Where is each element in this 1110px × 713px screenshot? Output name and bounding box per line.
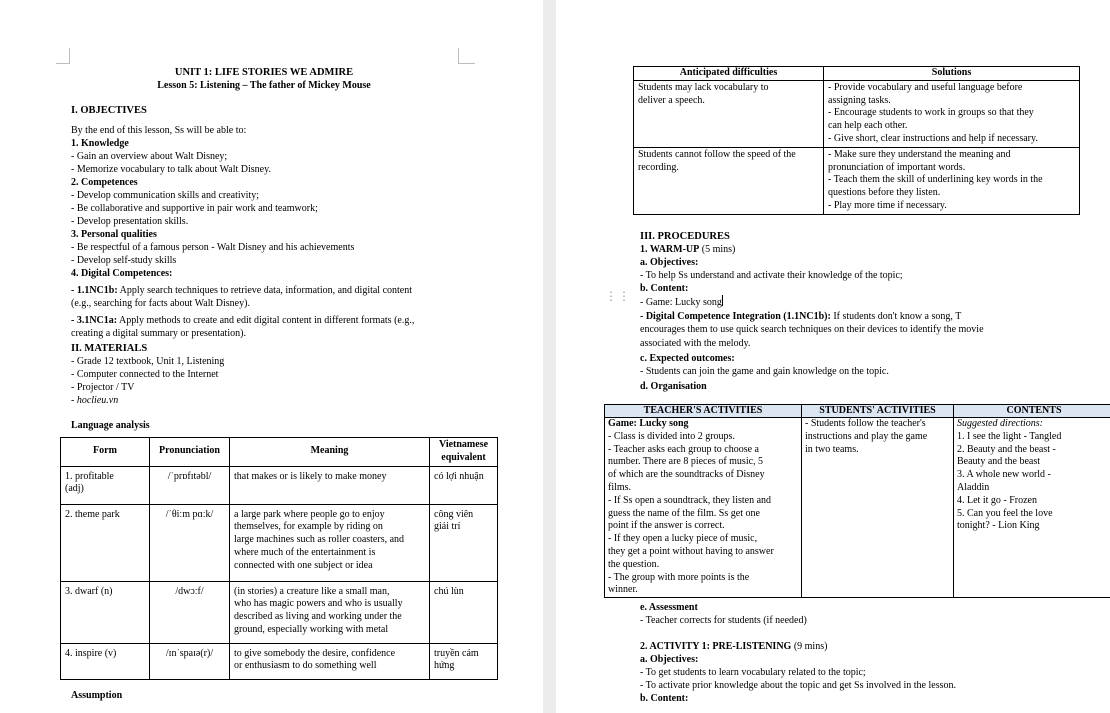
contents-text: 5. Can you feel the love bbox=[957, 507, 1053, 519]
teacher-activity-text: number. There are 8 pieces of music, 5 bbox=[608, 456, 764, 468]
document-page-right bbox=[556, 0, 1110, 713]
vietnamese-text: truyền cảm bbox=[434, 647, 479, 659]
table-header-row bbox=[605, 405, 1110, 418]
contents-text: 4. Let it go - Frozen bbox=[957, 494, 1037, 506]
procedure-table bbox=[604, 404, 1110, 598]
digital-competence-continuation: creating a digital summary or presentation). bbox=[71, 328, 246, 339]
dci-text: If students don't know a song, T bbox=[830, 311, 962, 322]
column-header-vietnamese: Vietnamese equivalent bbox=[430, 438, 498, 467]
competence-text: Apply methods to create and edit digital content in different formats (e.g., bbox=[117, 315, 415, 326]
vietnamese-text: hứng bbox=[434, 660, 455, 672]
solution-text: assigning tasks. bbox=[828, 94, 891, 106]
knowledge-item: - Gain an overview about Walt Disney; bbox=[71, 151, 228, 162]
vietnamese-text: giải trí bbox=[434, 521, 461, 533]
digital-competence-continuation: (e.g., searching for facts about Walt Disney). bbox=[71, 298, 250, 309]
personal-quality-item: - Develop self-study skills bbox=[71, 255, 177, 266]
column-header-contents: CONTENTS bbox=[954, 405, 1110, 418]
solution-text: questions before they listen. bbox=[828, 187, 941, 199]
column-header-solutions: Solutions bbox=[824, 67, 1080, 81]
knowledge-heading: 1. Knowledge bbox=[71, 138, 129, 149]
text-cursor bbox=[722, 295, 723, 306]
column-header-teacher: TEACHER'S ACTIVITIES bbox=[605, 405, 802, 418]
activity1-heading bbox=[640, 640, 827, 653]
digital-competence-item bbox=[71, 314, 414, 327]
meaning-text: a large park where people go to enjoy bbox=[234, 508, 385, 520]
difficulty-text: recording. bbox=[638, 161, 679, 173]
personal-qualities-heading: 3. Personal qualities bbox=[71, 229, 157, 240]
organisation-label: d. Organisation bbox=[640, 381, 707, 392]
teacher-activity-text: winner. bbox=[608, 584, 638, 596]
digital-competence-item bbox=[71, 284, 412, 297]
meaning-text: where much of the entertainment is bbox=[234, 546, 376, 558]
warmup-objective: - To help Ss understand and activate their knowledge of the topic; bbox=[640, 270, 903, 281]
teacher-activity-text: - The group with more points is the bbox=[608, 571, 750, 583]
material-item: - Projector / TV bbox=[71, 382, 135, 393]
table-row bbox=[61, 581, 498, 643]
column-header-form: Form bbox=[61, 438, 150, 467]
solution-text: - Provide vocabulary and useful language before bbox=[828, 81, 1023, 93]
table-row bbox=[61, 643, 498, 679]
form-text: 3. dwarf (n) bbox=[65, 585, 113, 597]
student-activity-text: instructions and play the game bbox=[805, 430, 928, 442]
table-row bbox=[634, 80, 1080, 147]
solution-text: - Make sure they understand the meaning and bbox=[828, 148, 1011, 160]
meaning-text: ground, especially working with metal bbox=[234, 623, 389, 635]
solution-text: can help each other. bbox=[828, 120, 908, 132]
teacher-activity-text: films. bbox=[608, 481, 632, 493]
teacher-activity-text: of which are the soundtracks of Disney bbox=[608, 469, 765, 481]
materials-heading: II. MATERIALS bbox=[71, 343, 148, 354]
column-header-students: STUDENTS' ACTIVITIES bbox=[802, 405, 954, 418]
contents-text: tonight? - Lion King bbox=[957, 520, 1040, 532]
meaning-text: or enthusiasm to do something well bbox=[234, 660, 377, 672]
game-line bbox=[640, 295, 723, 309]
meaning-text: described as living and working under the bbox=[234, 611, 402, 623]
table-row bbox=[61, 504, 498, 581]
document-page-left bbox=[0, 0, 543, 713]
document-subtitle: Lesson 5: Listening – The father of Mickey Mouse bbox=[157, 80, 371, 91]
form-text: 2. theme park bbox=[65, 508, 120, 520]
outcomes-text: - Students can join the game and gain knowledge on the topic. bbox=[640, 366, 889, 377]
knowledge-item: - Memorize vocabulary to talk about Walt Disney. bbox=[71, 164, 271, 175]
vocabulary-table bbox=[60, 437, 498, 680]
meaning-text: large machines such as roller coasters, and bbox=[234, 534, 405, 546]
difficulty-text: deliver a speech. bbox=[638, 94, 705, 106]
objectives-label: a. Objectives: bbox=[640, 257, 699, 268]
table-row bbox=[634, 147, 1080, 214]
objectives-intro: By the end of this lesson, Ss will be able to: bbox=[71, 125, 247, 136]
pronunciation-cell: /ɪnˈspaɪə(r)/ bbox=[150, 643, 230, 679]
objectives-label: a. Objectives: bbox=[640, 654, 699, 665]
drag-handle-icon[interactable]: ⋮⋮ bbox=[605, 289, 631, 303]
column-header-pronunciation: Pronunciation bbox=[150, 438, 230, 467]
difficulties-table bbox=[633, 66, 1080, 215]
competence-code: - 1.1NC1b: bbox=[71, 285, 118, 296]
solution-text: - Teach them the skill of underlining key words in the bbox=[828, 174, 1043, 186]
meaning-text: that makes or is likely to make money bbox=[234, 470, 387, 482]
activity1-time: (9 mins) bbox=[791, 641, 828, 652]
margin-mark bbox=[458, 48, 475, 64]
teacher-activity-text: - If Ss open a soundtrack, they listen and bbox=[608, 494, 772, 506]
warmup-time: (5 mins) bbox=[699, 244, 736, 255]
vietnamese-text: công viên bbox=[434, 508, 474, 520]
contents-text: 2. Beauty and the beast - bbox=[957, 443, 1056, 455]
student-activity-text: in two teams. bbox=[805, 443, 859, 455]
competence-code: - 3.1NC1a: bbox=[71, 315, 118, 326]
outcomes-label: c. Expected outcomes: bbox=[640, 353, 735, 364]
contents-text: 3. A whole new world - bbox=[957, 469, 1051, 481]
meaning-text: themselves, for example by riding on bbox=[234, 521, 383, 533]
digital-competences-heading: 4. Digital Competences: bbox=[71, 268, 173, 279]
teacher-activity-title: Game: Lucky song bbox=[608, 418, 689, 429]
column-header-meaning: Meaning bbox=[230, 438, 430, 467]
competence-item: - Be collaborative and supportive in pair work and teamwork; bbox=[71, 203, 318, 214]
teacher-activity-text: - If they open a lucky piece of music, bbox=[608, 533, 758, 545]
competence-item: - Develop communication skills and creativity; bbox=[71, 190, 260, 201]
content-label: b. Content: bbox=[640, 283, 689, 294]
assessment-label: e. Assessment bbox=[640, 602, 698, 613]
activity1-objective: - To activate prior knowledge about the topic and get Ss involved in the lesson. bbox=[640, 680, 956, 691]
competences-heading: 2. Competences bbox=[71, 177, 138, 188]
material-link[interactable]: - hoclieu.vn bbox=[71, 395, 119, 406]
column-header-difficulties: Anticipated difficulties bbox=[634, 67, 824, 81]
competence-item: - Develop presentation skills. bbox=[71, 216, 189, 227]
student-activity-text: - Students follow the teacher's bbox=[805, 418, 926, 429]
table-header-row bbox=[634, 67, 1080, 81]
dci-label: - Digital Competence Integration (1.1NC1b): bbox=[640, 311, 831, 322]
table-header-row bbox=[61, 438, 498, 467]
contents-text: 1. I see the light - Tangled bbox=[957, 430, 1062, 442]
solution-text: - Give short, clear instructions and help if necessary. bbox=[828, 132, 1038, 144]
contents-title: Suggested directions: bbox=[957, 418, 1044, 429]
language-analysis-heading: Language analysis bbox=[71, 420, 150, 431]
pronunciation-cell: /ˈθiːm pɑːk/ bbox=[150, 504, 230, 581]
form-text: 1. profitable bbox=[65, 470, 114, 482]
contents-text: Aladdin bbox=[957, 481, 990, 493]
vietnamese-text: có lợi nhuận bbox=[434, 470, 484, 482]
pronunciation-cell: /ˈprɒfɪtəbl/ bbox=[150, 466, 230, 504]
warmup-heading bbox=[640, 243, 735, 256]
material-item: - Computer connected to the Internet bbox=[71, 369, 219, 380]
table-row bbox=[61, 466, 498, 504]
form-text: (adj) bbox=[65, 483, 84, 495]
teacher-activity-text: guess the name of the film. Ss get one bbox=[608, 507, 760, 519]
dci-continuation: encourages them to use quick search techniques on their devices to identify the movie bbox=[640, 324, 984, 335]
meaning-text: (in stories) a creature like a small man, bbox=[234, 585, 390, 597]
document-title: UNIT 1: LIFE STORIES WE ADMIRE bbox=[174, 67, 354, 78]
teacher-activity-text: - Teacher asks each group to choose a bbox=[608, 443, 759, 455]
contents-text: Beauty and the beast bbox=[957, 456, 1041, 468]
teacher-activity-text: the question. bbox=[608, 558, 660, 570]
margin-mark bbox=[56, 48, 70, 64]
difficulty-text: Students cannot follow the speed of the bbox=[638, 148, 796, 160]
difficulty-text: Students may lack vocabulary to bbox=[638, 81, 769, 93]
solution-text: - Encourage students to work in groups so that they bbox=[828, 107, 1034, 119]
meaning-text: who has magic powers and who is usually bbox=[234, 598, 403, 610]
teacher-activity-text: point if the answer is correct. bbox=[608, 520, 725, 532]
solution-text: - Play more time if necessary. bbox=[828, 199, 947, 211]
assessment-text: - Teacher corrects for students (if needed) bbox=[640, 615, 807, 626]
dci-line bbox=[640, 310, 961, 323]
meaning-text: connected with one subject or idea bbox=[234, 559, 373, 571]
solution-text: pronunciation of important words. bbox=[828, 161, 966, 173]
objectives-heading: I. OBJECTIVES bbox=[71, 105, 147, 116]
competence-text: Apply search techniques to retrieve data, information, and digital content bbox=[117, 285, 413, 296]
vietnamese-text: chú lùn bbox=[434, 585, 464, 597]
warmup-title: 1. WARM-UP bbox=[640, 244, 700, 255]
activity1-title: 2. ACTIVITY 1: PRE-LISTENING bbox=[640, 641, 792, 652]
personal-quality-item: - Be respectful of a famous person - Walt Disney and his achievements bbox=[71, 242, 355, 253]
assumption-heading: Assumption bbox=[71, 690, 123, 701]
content-label: b. Content: bbox=[640, 693, 689, 704]
meaning-text: to give somebody the desire, confidence bbox=[234, 647, 396, 659]
teacher-activity-text: they get a point without having to answer bbox=[608, 545, 774, 557]
table-row bbox=[605, 418, 1110, 598]
teacher-activity-text: - Class is divided into 2 groups. bbox=[608, 430, 735, 442]
material-item: - Grade 12 textbook, Unit 1, Listening bbox=[71, 356, 225, 367]
dci-continuation: associated with the melody. bbox=[640, 338, 751, 349]
form-text: 4. inspire (v) bbox=[65, 647, 117, 659]
pronunciation-cell: /dwɔːf/ bbox=[150, 581, 230, 643]
activity1-objective: - To get students to learn vocabulary related to the topic; bbox=[640, 667, 866, 678]
game-line-text: - Game: Lucky song bbox=[640, 297, 722, 308]
procedures-heading: III. PROCEDURES bbox=[640, 231, 730, 242]
